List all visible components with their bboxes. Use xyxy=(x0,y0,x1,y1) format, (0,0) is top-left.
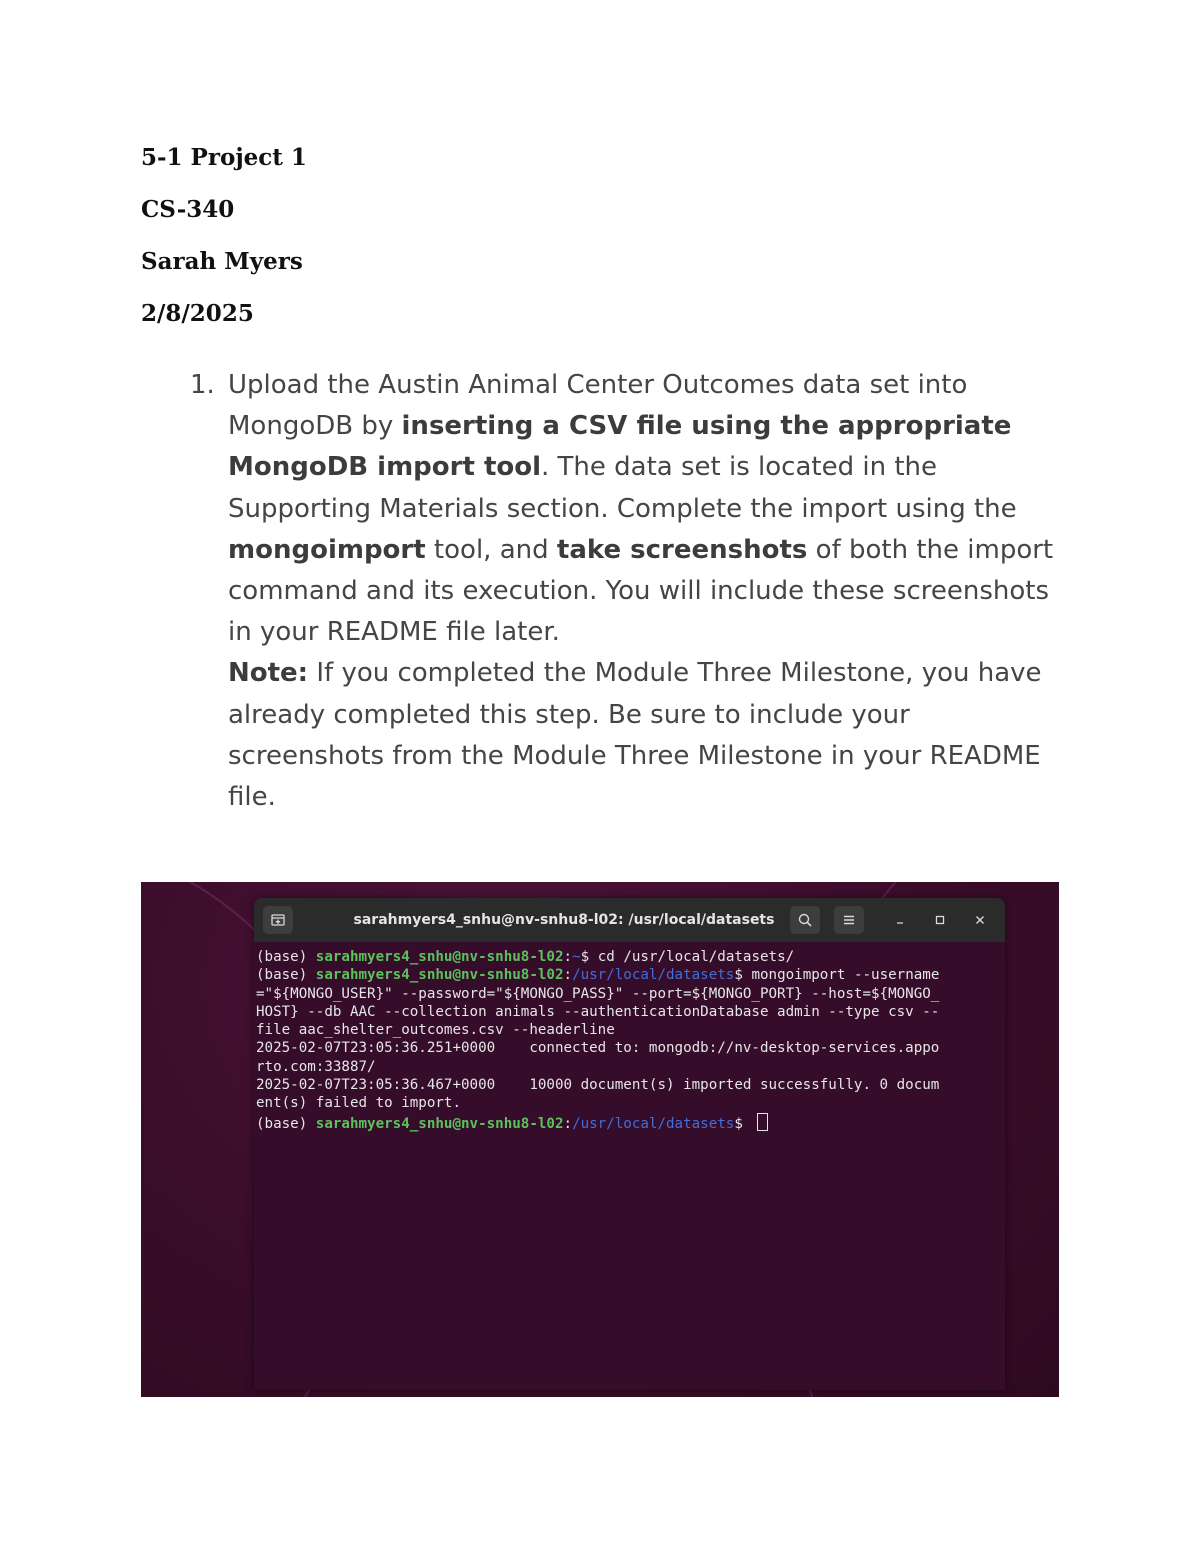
author-name: Sarah Myers xyxy=(141,248,303,275)
terminal-screenshot xyxy=(141,882,1059,1397)
conda-env: (base) xyxy=(256,1115,316,1132)
terminal-line xyxy=(256,948,1001,966)
close-icon xyxy=(974,914,986,926)
maximize-icon xyxy=(934,914,946,926)
conda-env: (base) xyxy=(256,967,316,984)
terminal-cursor xyxy=(757,1113,768,1131)
prompt-user-host: sarahmyers4_snhu@nv-snhu8-l02 xyxy=(315,949,564,965)
list-number: 1. xyxy=(190,370,215,400)
instruction-text: Upload the Austin Animal Center Outcomes data set into MongoDB by xyxy=(228,370,968,442)
close-button[interactable] xyxy=(965,906,995,934)
terminal-line: ="${MONGO_USER}" --password="${MONGO_PASS}" --port=${MONGO_PORT} --host=${MONGO_ xyxy=(256,985,940,1002)
terminal-line: HOST} --db AAC --collection animals --authenticationDatabase admin --type csv -- xyxy=(256,1003,940,1020)
prompt-separator: : xyxy=(563,949,573,965)
instruction-text: of both the import command and its execution. You will include these screenshots in your README file later. xyxy=(228,534,1054,648)
prompt-symbol: $ xyxy=(580,949,598,965)
prompt-separator: : xyxy=(563,1115,573,1132)
menu-button[interactable] xyxy=(834,906,864,934)
hamburger-menu-icon xyxy=(841,912,857,928)
terminal-line: 2025-02-07T23:05:36.251+0000 connected to: mongodb://nv-desktop-services.appo xyxy=(256,1040,940,1057)
instruction-text: tool, and xyxy=(425,534,557,565)
terminal-titlebar xyxy=(254,898,1005,942)
prompt-path: /usr/local/datasets xyxy=(572,1115,735,1132)
instruction-text: . The data set is located in the Supporting Materials section. Complete the import using the xyxy=(228,452,1017,524)
search-icon xyxy=(797,912,813,928)
prompt-user-host: sarahmyers4_snhu@nv-snhu8-l02 xyxy=(315,1115,564,1132)
instruction-item-1 xyxy=(190,365,1070,818)
prompt-separator: : xyxy=(563,967,573,984)
conda-env: (base) xyxy=(256,949,316,965)
command-text: mongoimport --username xyxy=(751,967,940,984)
note-text: If you completed the Module Three Milestone, you have already completed this step. Be sure to include your screenshots from the Module Three Milestone in your README file. xyxy=(228,658,1042,813)
search-button[interactable] xyxy=(790,906,820,934)
terminal-line: 2025-02-07T23:05:36.467+0000 10000 document(s) imported successfully. 0 docum xyxy=(256,1077,940,1094)
instruction-bold-text: mongoimport xyxy=(228,534,426,565)
document-title: 5-1 Project 1 xyxy=(141,144,307,171)
new-tab-icon xyxy=(270,912,286,928)
prompt-user-host: sarahmyers4_snhu@nv-snhu8-l02 xyxy=(315,967,564,984)
instruction-bold-text: inserting a CSV file using the appropriate MongoDB import tool xyxy=(228,411,1012,483)
course-code: CS-340 xyxy=(141,196,235,223)
command-text: cd /usr/local/datasets/ xyxy=(597,949,795,965)
maximize-button[interactable] xyxy=(925,906,955,934)
terminal-window xyxy=(254,898,1005,1390)
terminal-line: rto.com:33887/ xyxy=(256,1058,376,1075)
prompt-symbol: $ xyxy=(734,1115,752,1132)
terminal-window-title: sarahmyers4_snhu@nv-snhu8-l02: /usr/local/datasets xyxy=(353,912,775,928)
terminal-line xyxy=(256,1113,1001,1131)
document-date: 2/8/2025 xyxy=(141,300,254,327)
terminal-output[interactable] xyxy=(256,948,1001,1131)
minimize-button[interactable] xyxy=(885,906,915,934)
instruction-list xyxy=(190,365,1070,818)
terminal-line xyxy=(256,966,1001,984)
prompt-path: /usr/local/datasets xyxy=(572,967,735,984)
note-label: Note: xyxy=(228,658,309,689)
instruction-bold-text: take screenshots xyxy=(556,534,808,565)
prompt-symbol: $ xyxy=(734,967,752,984)
new-tab-button[interactable] xyxy=(263,906,293,934)
terminal-line: file aac_shelter_outcomes.csv --headerline xyxy=(256,1022,615,1039)
prompt-path: ~ xyxy=(572,949,581,965)
terminal-line: ent(s) failed to import. xyxy=(256,1095,461,1112)
minimize-icon xyxy=(894,914,906,926)
